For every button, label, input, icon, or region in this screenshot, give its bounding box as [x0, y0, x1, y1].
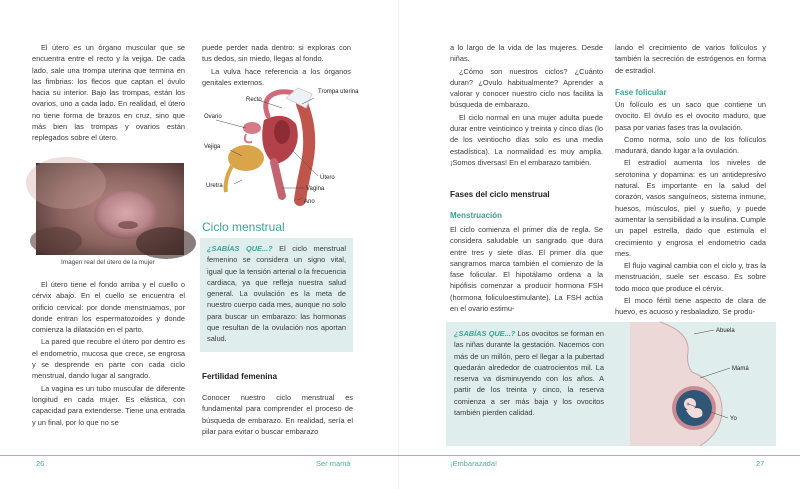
paragraph: El moco fértil tiene aspecto de clara de huevo, es acuoso y resbaladizo. Se produ- [615, 296, 766, 317]
footer-rule [0, 455, 400, 456]
paragraph: El flujo vaginal cambia con el ciclo y, tras la menstruación, suele ser escaso. Es sobre todo moco que produce el cérvix. [615, 261, 766, 293]
did-you-know-text: Los ovocitos se forman en las niñas durante la gestación. Nacemos con más de un millón, pero el llegar a la pubertad quedarán alrededor de cuatrocientos mil. La reserva va disminuyendo con los años. A partir de los treinta y cinco, la reserva comienza a ser más baja y los ovocitos también pierden calidad. [454, 329, 604, 418]
paragraph: lando el crecimiento de varios folículos y también la secreción de estrógenos en forma de estradiol. [615, 43, 766, 75]
subsection-title-fertilidad: Fertilidad femenina [202, 372, 278, 381]
right-page [400, 0, 800, 489]
label-trompa: Trompa uterina [318, 89, 359, 95]
paragraph: ¿Cómo son nuestros ciclos? ¿Cuánto duran? ¿Ovulo habitualmente? Aprender a valorar y conocer nuestro ciclo nos facilita la búsqueda de embarazo. [450, 66, 603, 110]
generations-figure [630, 322, 776, 446]
label-mama: Mamá [732, 366, 749, 372]
paragraph: La pared que recubre el útero por dentro es el endometrio, mucosa que crece, se engrosa y se desprende en parte con cada ciclo menstrual, dando lugar al sangrado. [32, 337, 185, 381]
footer-book-title: ¡Embarazada! [450, 459, 498, 468]
label-ano: Ano [304, 199, 315, 205]
paragraph: El estradiol aumenta los niveles de serotonina y dopamina: es un antidepresivo natural. Es importante en la salud del corazón, vasos sanguíneos, sistema inmune, huesos, músculos, piel y sueño, y puede aumentar la sensibilidad a la insulina. Cumple un papel estrella, dado que estimula el crecimiento y engrosa el endometrio cada mes. [615, 158, 766, 258]
right-col2-top-text [615, 42, 766, 77]
label-abuela: Abuela [716, 328, 735, 334]
paragraph: El útero tiene el fondo arriba y el cuello o cérvix abajo. En el cuello se encuentra el orificio cervical: por donde menstruamos, por donde entran los espermatozoides y donde comienza la dilatación en el parto. [32, 280, 185, 335]
paragraph: El ciclo normal en una mujer adulta puede durar entre veinticinco y treinta y cinco días (lo de los veintiocho días solo es una media estadística). La normalidad es muy amplia. ¡Somos diversas! En el embarazo también. [450, 112, 603, 167]
left-col1-bottom-text [32, 279, 185, 429]
label-utero: Útero [320, 175, 335, 181]
subsection-title-menstruacion: Menstruación [450, 211, 503, 220]
paragraph: a lo largo de la vida de las mujeres. Desde niñas. [450, 43, 603, 64]
footer-page-number: 27 [756, 459, 765, 468]
photo-caption: Imagen real del útero de la mujer [61, 259, 155, 266]
left-col2-bottom-text [202, 392, 353, 438]
label-vejiga: Vejiga [204, 144, 221, 150]
paragraph: El útero es un órgano muscular que se encuentra entre el recto y la vejiga. De cada lado, sale una trompa uterina que termina en las fimbrias: los flecos que captan el óvulo hacia su interior. Bajo las trompas, están los ovarios, uno a cada lado. En realidad, el útero no tiene forma de brazos en cruz, sino que más bien las trompas y ovarios están replegados sobre el útero. [32, 43, 185, 143]
paragraph: Un folículo es un saco que contiene un ovocito. El óvulo es el ovocito maduro, que pasa por varias fases tras la ovulación. [615, 100, 766, 132]
uterus-photo-image [36, 163, 184, 255]
paragraph: puede perder nada dentro: si exploras con tus dedos, sin miedo, llegas al fondo. [202, 43, 351, 64]
label-vagina: Vagina [306, 186, 325, 192]
paragraph: El ciclo comienza el primer día de regla. Se considera saludable un sangrado que dura entre tres y siete días. El primer día que sangramos marca también el comienzo de la fase folicular. El hipotálamo ordena a la hipófisis comenzar a producir hormona FSH (hormona foliculoestimulante). La FSH actúa en el ovario estimu- [450, 225, 603, 314]
generations-figure-image [630, 322, 776, 446]
did-you-know-text: El ciclo menstrual femenino se considera un signo vital, igual que la tensión arterial o la frecuencia cardiaca, ya que refleja nuestra salud general. La ovulación es la meta de nuestro cuerpo cada mes, aunque no solo para buscar un embarazo: las hormonas que resultan de la ovulación nos aportan salud. [207, 244, 347, 344]
footer-book-title: Ser mamá [316, 459, 351, 468]
paragraph: Como norma, solo uno de los folículos madurará, dando lugar a la ovulación. [615, 134, 766, 156]
left-col2-top-text [202, 42, 351, 89]
did-you-know-lead: ¿SABÍAS QUE...? [207, 244, 273, 253]
footer-page-number: 26 [36, 459, 45, 468]
section-title-ciclo-menstrual: Ciclo menstrual [202, 220, 285, 234]
did-you-know-text-wrap [454, 328, 604, 418]
uterus-photo [36, 163, 184, 255]
right-col1-menstruation-text [450, 224, 603, 315]
section-title-fases: Fases del ciclo menstrual [450, 190, 550, 199]
right-col1-top-text [450, 42, 603, 169]
paragraph: Conocer nuestro ciclo menstrual es fundamental para comprender el proceso de búsqueda de embarazo. En realidad, sería el pilar para evitar o buscar embarazo [202, 393, 353, 436]
label-yo: Yo [730, 416, 737, 422]
footer-rule [400, 455, 800, 456]
paragraph: La vagina es un tubo muscular de diferente longitud en cada mujer. Es elástica, con capacidad para extenderse. Tiene una entrada y un final, por lo que no se [32, 383, 185, 427]
anatomy-diagram [202, 84, 359, 206]
did-you-know-box [200, 238, 353, 352]
label-ovario: Ovario [204, 114, 222, 120]
paragraph: La vulva hace referencia a los órganos genitales externos. [202, 66, 351, 87]
anatomy-diagram-image [202, 84, 359, 206]
right-col2-follicular-text [615, 99, 766, 319]
label-recto: Recto [246, 97, 262, 103]
did-you-know-lead: ¿SABÍAS QUE...? [454, 329, 516, 338]
subsection-title-fase-folicular: Fase folicular [615, 88, 667, 97]
label-uretra: Uretra [206, 183, 223, 189]
left-col1-top-text [32, 42, 185, 145]
